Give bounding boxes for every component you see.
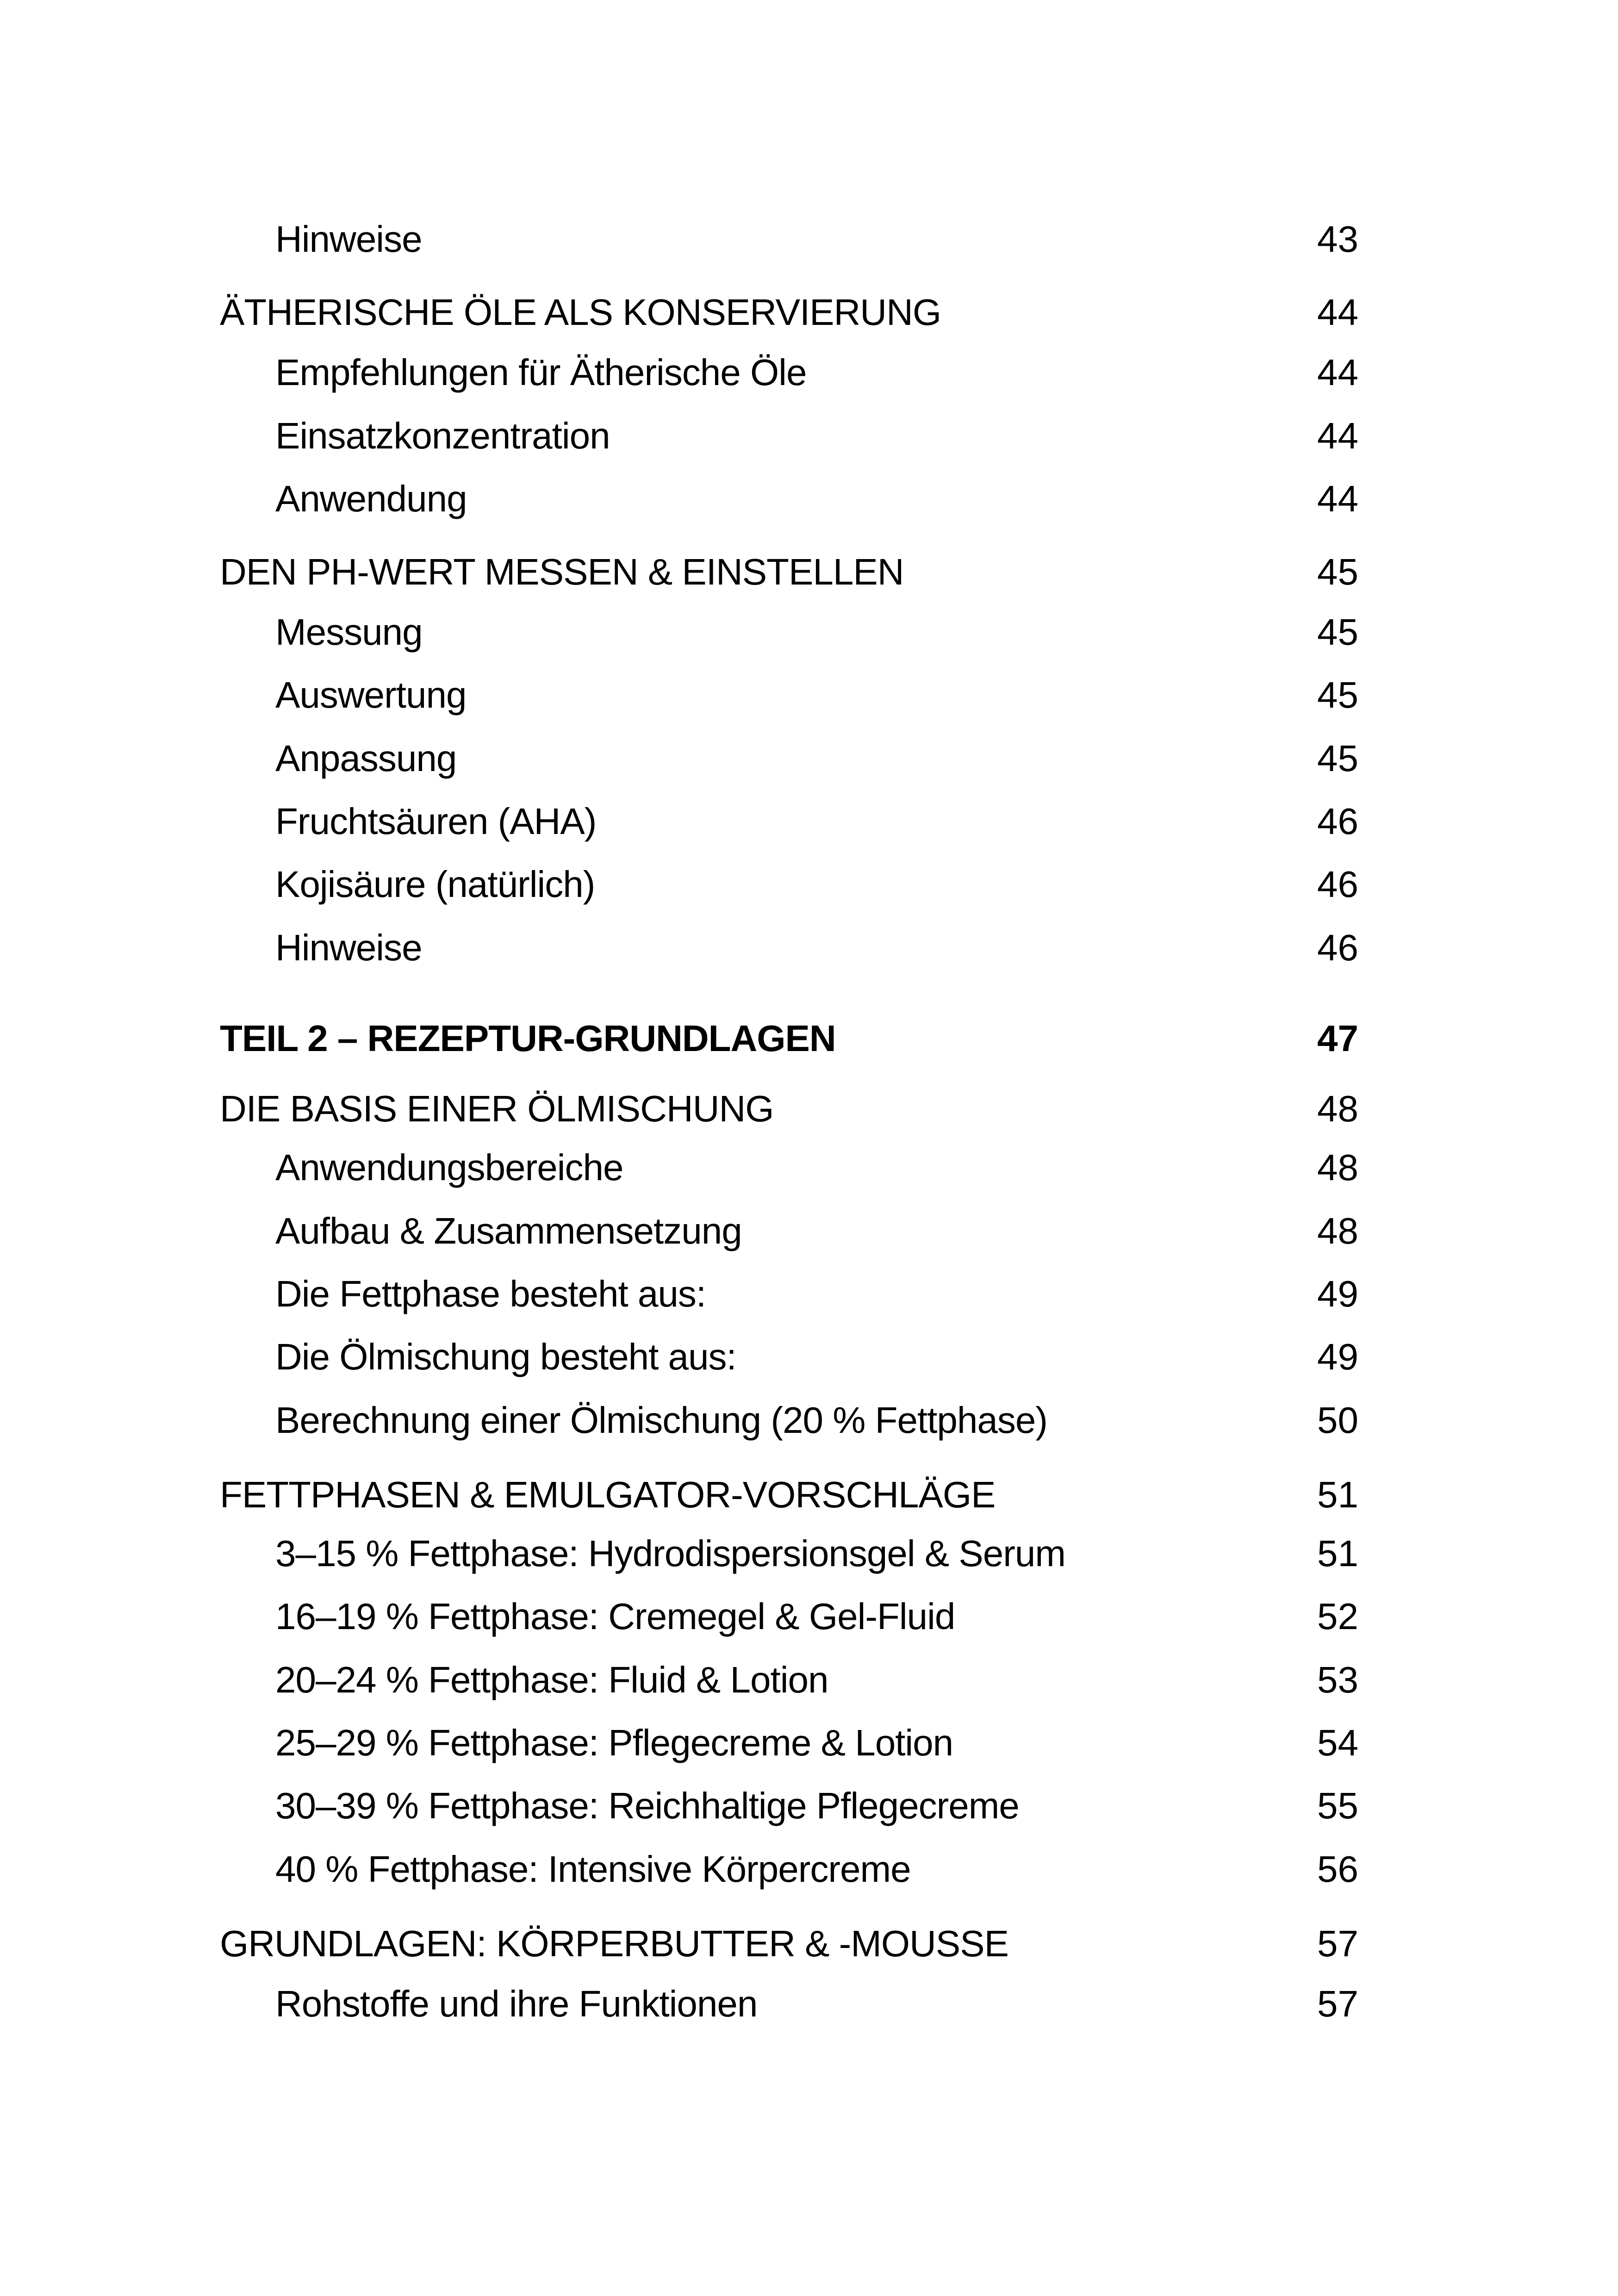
toc-subentry[interactable] (220, 1332, 1358, 1382)
toc-page-number: 46 (1317, 864, 1358, 905)
toc-page-number: 53 (1317, 1659, 1358, 1700)
toc-entry-title: Messung (275, 611, 423, 653)
toc-entry-title: Anwendung (275, 478, 467, 519)
toc-entry-title: Rohstoffe und ihre Funktionen (275, 1983, 758, 2024)
toc-entry-title: Berechnung einer Ölmischung (20 % Fettphase) (275, 1400, 1048, 1441)
toc-entry-title: Die Fettphase besteht aus: (275, 1273, 706, 1314)
toc-page-number: 46 (1317, 927, 1358, 968)
toc-entry-title: FETTPHASEN & EMULGATOR-VORSCHLÄGE (220, 1474, 996, 1515)
toc-entry-title: 30–39 % Fettphase: Reichhaltige Pflegecreme (275, 1785, 1019, 1826)
toc-subentry[interactable] (220, 1395, 1358, 1446)
toc-page-number: 45 (1317, 674, 1358, 716)
toc-entry-title: Fruchtsäuren (AHA) (275, 801, 597, 842)
toc-subentry[interactable] (220, 411, 1358, 461)
toc-subentry[interactable] (220, 922, 1358, 973)
toc-entry-title: Aufbau & Zusammensetzung (275, 1210, 742, 1251)
toc-section-heading[interactable] (220, 547, 1358, 597)
toc-page-number: 44 (1317, 478, 1358, 519)
toc-page-number: 44 (1317, 352, 1358, 393)
toc-subentry[interactable] (220, 214, 1358, 265)
toc-entry-title: Kojisäure (natürlich) (275, 864, 595, 905)
toc-page-number: 54 (1317, 1722, 1358, 1763)
toc-subentry[interactable] (220, 733, 1358, 784)
toc-subentry[interactable] (220, 347, 1358, 398)
toc-section-heading[interactable] (220, 1918, 1358, 1969)
toc-section-heading[interactable] (220, 287, 1358, 338)
toc-page-number: 49 (1317, 1273, 1358, 1314)
toc-subentry[interactable] (220, 1655, 1358, 1705)
toc-subentry[interactable] (220, 1528, 1358, 1579)
toc-page-number: 48 (1317, 1147, 1358, 1188)
toc-entry-title: DEN PH-WERT MESSEN & EINSTELLEN (220, 551, 904, 592)
toc-page-number: 47 (1317, 1018, 1358, 1059)
toc-subentry[interactable] (220, 607, 1358, 658)
toc-page-number: 49 (1317, 1336, 1358, 1377)
toc-subentry[interactable] (220, 859, 1358, 910)
toc-entry-title: Hinweise (275, 927, 422, 968)
toc-entry-title: TEIL 2 – REZEPTUR-GRUNDLAGEN (220, 1018, 836, 1059)
toc-subentry[interactable] (220, 473, 1358, 524)
toc-subentry[interactable] (220, 796, 1358, 847)
toc-page-number: 45 (1317, 551, 1358, 592)
toc-entry-title: 20–24 % Fettphase: Fluid & Lotion (275, 1659, 828, 1700)
toc-subentry[interactable] (220, 670, 1358, 721)
toc-subentry[interactable] (220, 1591, 1358, 1642)
toc-page-number: 45 (1317, 738, 1358, 779)
toc-page-number: 45 (1317, 611, 1358, 653)
toc-page-number: 56 (1317, 1848, 1358, 1890)
toc-subentry[interactable] (220, 1780, 1358, 1831)
toc-page-number: 44 (1317, 292, 1358, 333)
toc-page-number: 43 (1317, 218, 1358, 260)
toc-page-number: 51 (1317, 1474, 1358, 1515)
toc-page-number: 57 (1317, 1923, 1358, 1964)
toc-page-number: 51 (1317, 1533, 1358, 1574)
toc-entry-title: Die Ölmischung besteht aus: (275, 1336, 736, 1377)
toc-entry-title: 16–19 % Fettphase: Cremegel & Gel-Fluid (275, 1596, 955, 1637)
toc-entry-title: DIE BASIS EINER ÖLMISCHUNG (220, 1088, 774, 1129)
toc-page-number: 55 (1317, 1785, 1358, 1826)
toc-subentry[interactable] (220, 1717, 1358, 1768)
toc-part-heading[interactable] (220, 1013, 1358, 1064)
toc-subentry[interactable] (220, 1206, 1358, 1257)
toc-subentry[interactable] (220, 1269, 1358, 1319)
toc-page-number: 57 (1317, 1983, 1358, 2024)
toc-page-number: 44 (1317, 415, 1358, 456)
toc-entry-title: 40 % Fettphase: Intensive Körpercreme (275, 1848, 911, 1890)
toc-page-number: 46 (1317, 801, 1358, 842)
toc-entry-title: Anwendungsbereiche (275, 1147, 623, 1188)
toc-page-number: 48 (1317, 1210, 1358, 1251)
toc-entry-title: Anpassung (275, 738, 457, 779)
toc-page-number: 48 (1317, 1088, 1358, 1129)
toc-entry-title: GRUNDLAGEN: KÖRPERBUTTER & -MOUSSE (220, 1923, 1009, 1964)
toc-entry-title: Einsatzkonzentration (275, 415, 610, 456)
toc-entry-title: 25–29 % Fettphase: Pflegecreme & Lotion (275, 1722, 953, 1763)
toc-entry-title: Hinweise (275, 218, 422, 260)
toc-entry-title: Auswertung (275, 674, 467, 716)
toc-entry-title: Empfehlungen für Ätherische Öle (275, 352, 807, 393)
toc-subentry[interactable] (220, 1142, 1358, 1193)
toc-subentry[interactable] (220, 1979, 1358, 2029)
toc-section-heading[interactable] (220, 1469, 1358, 1520)
toc-entry-title: 3–15 % Fettphase: Hydrodispersionsgel & Serum (275, 1533, 1066, 1574)
toc-entry-title: ÄTHERISCHE ÖLE ALS KONSERVIERUNG (220, 292, 941, 333)
toc-page-number: 50 (1317, 1400, 1358, 1441)
toc-subentry[interactable] (220, 1844, 1358, 1895)
toc-page-number: 52 (1317, 1596, 1358, 1637)
toc-section-heading[interactable] (220, 1083, 1358, 1134)
